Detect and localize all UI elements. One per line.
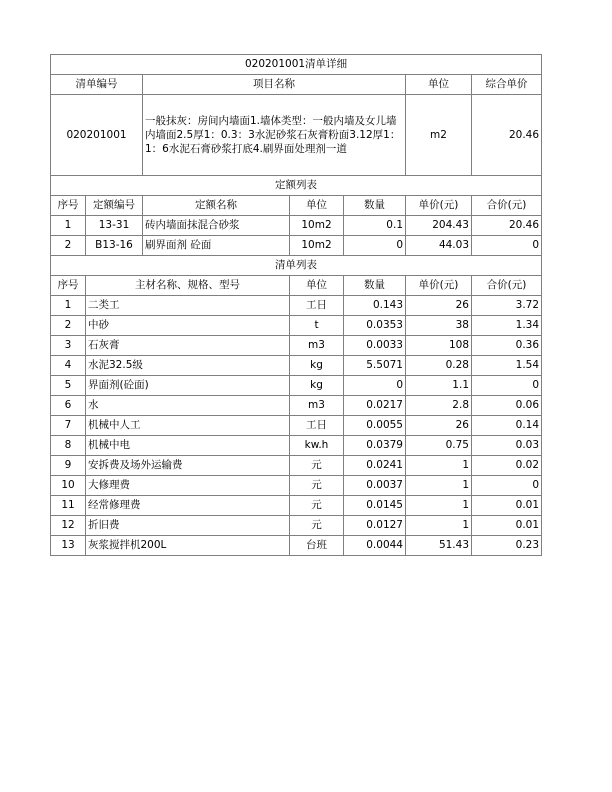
quota-price: 204.43 (406, 216, 472, 236)
material-no: 2 (51, 316, 86, 336)
material-row (51, 496, 542, 516)
material-price: 38 (406, 316, 472, 336)
quota-unit: 10m2 (290, 216, 344, 236)
quota-qty: 0 (344, 236, 406, 256)
material-total: 1.54 (472, 356, 542, 376)
price-header: 综合单价 (472, 75, 542, 95)
item-price: 20.46 (472, 95, 542, 176)
material-name: 水 (86, 396, 290, 416)
material-price: 1.1 (406, 376, 472, 396)
quota-name: 刷界面剂 砼面 (143, 236, 290, 256)
quota-code: 13-31 (86, 216, 143, 236)
material-qty: 0 (344, 376, 406, 396)
material-price: 0.28 (406, 356, 472, 376)
material-name: 安拆费及场外运输费 (86, 456, 290, 476)
material-qty: 0.0055 (344, 416, 406, 436)
material-name: 机械中电 (86, 436, 290, 456)
material-no: 6 (51, 396, 86, 416)
material-row (51, 336, 542, 356)
quota-qty: 0.1 (344, 216, 406, 236)
material-qty: 0.0379 (344, 436, 406, 456)
quota-header-qty: 数量 (344, 196, 406, 216)
material-total: 0.14 (472, 416, 542, 436)
material-qty: 0.0033 (344, 336, 406, 356)
material-total: 0.06 (472, 396, 542, 416)
material-header-total: 合价(元) (472, 276, 542, 296)
material-section-title: 清单列表 (51, 256, 542, 276)
material-price: 108 (406, 336, 472, 356)
material-price: 1 (406, 496, 472, 516)
material-price: 26 (406, 416, 472, 436)
material-header-row (51, 276, 542, 296)
material-unit: 元 (290, 456, 344, 476)
material-name: 折旧费 (86, 516, 290, 536)
quota-code: B13-16 (86, 236, 143, 256)
material-total: 0.23 (472, 536, 542, 556)
material-row (51, 376, 542, 396)
quota-row (51, 216, 542, 236)
material-total: 1.34 (472, 316, 542, 336)
material-unit: m3 (290, 396, 344, 416)
material-no: 5 (51, 376, 86, 396)
material-no: 8 (51, 436, 86, 456)
quota-no: 2 (51, 236, 86, 256)
material-unit: 元 (290, 496, 344, 516)
material-total: 0.03 (472, 436, 542, 456)
material-no: 7 (51, 416, 86, 436)
name-header: 项目名称 (143, 75, 406, 95)
material-row (51, 296, 542, 316)
material-row (51, 436, 542, 456)
material-unit: t (290, 316, 344, 336)
material-price: 1 (406, 456, 472, 476)
quota-no: 1 (51, 216, 86, 236)
material-header-qty: 数量 (344, 276, 406, 296)
material-unit: 元 (290, 516, 344, 536)
material-name: 石灰膏 (86, 336, 290, 356)
material-qty: 0.0127 (344, 516, 406, 536)
material-qty: 0.0044 (344, 536, 406, 556)
material-no: 11 (51, 496, 86, 516)
material-row (51, 456, 542, 476)
material-qty: 0.0145 (344, 496, 406, 516)
material-qty: 5.5071 (344, 356, 406, 376)
code-header: 清单编号 (51, 75, 143, 95)
header-row (51, 75, 542, 95)
item-unit: m2 (406, 95, 472, 176)
material-unit: kw.h (290, 436, 344, 456)
item-row (51, 95, 542, 176)
quota-header-unit: 单位 (290, 196, 344, 216)
material-no: 3 (51, 336, 86, 356)
material-name: 灰浆搅拌机200L (86, 536, 290, 556)
material-no: 4 (51, 356, 86, 376)
material-total: 0 (472, 476, 542, 496)
material-name: 二类工 (86, 296, 290, 316)
quota-header-price: 单价(元) (406, 196, 472, 216)
material-header-unit: 单位 (290, 276, 344, 296)
quota-row (51, 236, 542, 256)
bill-detail-table (50, 54, 542, 556)
quota-header-total: 合价(元) (472, 196, 542, 216)
quota-section-title-row (51, 176, 542, 196)
material-total: 0 (472, 376, 542, 396)
item-description: 一般抹灰：房间内墙面1.墙体类型：一般内墙及女儿墙内墙面2.5厚1：0.3：3水泥砂浆石灰膏粉面3.12厚1：1：6水泥石膏砂浆打底4.刷界面处理剂一道 (143, 95, 406, 176)
item-code: 020201001 (51, 95, 143, 176)
material-no: 10 (51, 476, 86, 496)
material-unit: kg (290, 356, 344, 376)
material-qty: 0.0217 (344, 396, 406, 416)
quota-price: 44.03 (406, 236, 472, 256)
material-header-price: 单价(元) (406, 276, 472, 296)
unit-header: 单位 (406, 75, 472, 95)
material-price: 26 (406, 296, 472, 316)
material-unit: 工日 (290, 296, 344, 316)
material-no: 12 (51, 516, 86, 536)
material-row (51, 396, 542, 416)
material-unit: kg (290, 376, 344, 396)
material-unit: 元 (290, 476, 344, 496)
material-total: 0.02 (472, 456, 542, 476)
material-header-no: 序号 (51, 276, 86, 296)
material-no: 1 (51, 296, 86, 316)
quota-total: 0 (472, 236, 542, 256)
material-row (51, 416, 542, 436)
material-name: 大修理费 (86, 476, 290, 496)
material-name: 经常修理费 (86, 496, 290, 516)
material-row (51, 476, 542, 496)
material-qty: 0.0037 (344, 476, 406, 496)
material-price: 0.75 (406, 436, 472, 456)
material-row (51, 516, 542, 536)
material-total: 3.72 (472, 296, 542, 316)
material-unit: m3 (290, 336, 344, 356)
title-row (51, 55, 542, 75)
quota-name: 砖内墙面抹混合砂浆 (143, 216, 290, 236)
material-row (51, 356, 542, 376)
material-price: 2.8 (406, 396, 472, 416)
material-unit: 台班 (290, 536, 344, 556)
material-row (51, 536, 542, 556)
material-header-name: 主材名称、规格、型号 (86, 276, 290, 296)
material-name: 界面剂(砼面) (86, 376, 290, 396)
table-title: 020201001清单详细 (51, 55, 542, 75)
material-no: 13 (51, 536, 86, 556)
material-qty: 0.143 (344, 296, 406, 316)
quota-header-no: 序号 (51, 196, 86, 216)
quota-header-code: 定额编号 (86, 196, 143, 216)
material-unit: 工日 (290, 416, 344, 436)
material-no: 9 (51, 456, 86, 476)
material-row (51, 316, 542, 336)
material-price: 1 (406, 476, 472, 496)
material-total: 0.01 (472, 516, 542, 536)
material-section-title-row (51, 256, 542, 276)
quota-total: 20.46 (472, 216, 542, 236)
material-qty: 0.0241 (344, 456, 406, 476)
material-total: 0.01 (472, 496, 542, 516)
material-price: 51.43 (406, 536, 472, 556)
quota-section-title: 定额列表 (51, 176, 542, 196)
material-qty: 0.0353 (344, 316, 406, 336)
quota-header-name: 定额名称 (143, 196, 290, 216)
quota-header-row (51, 196, 542, 216)
material-name: 机械中人工 (86, 416, 290, 436)
material-total: 0.36 (472, 336, 542, 356)
material-name: 水泥32.5级 (86, 356, 290, 376)
material-name: 中砂 (86, 316, 290, 336)
material-price: 1 (406, 516, 472, 536)
quota-unit: 10m2 (290, 236, 344, 256)
